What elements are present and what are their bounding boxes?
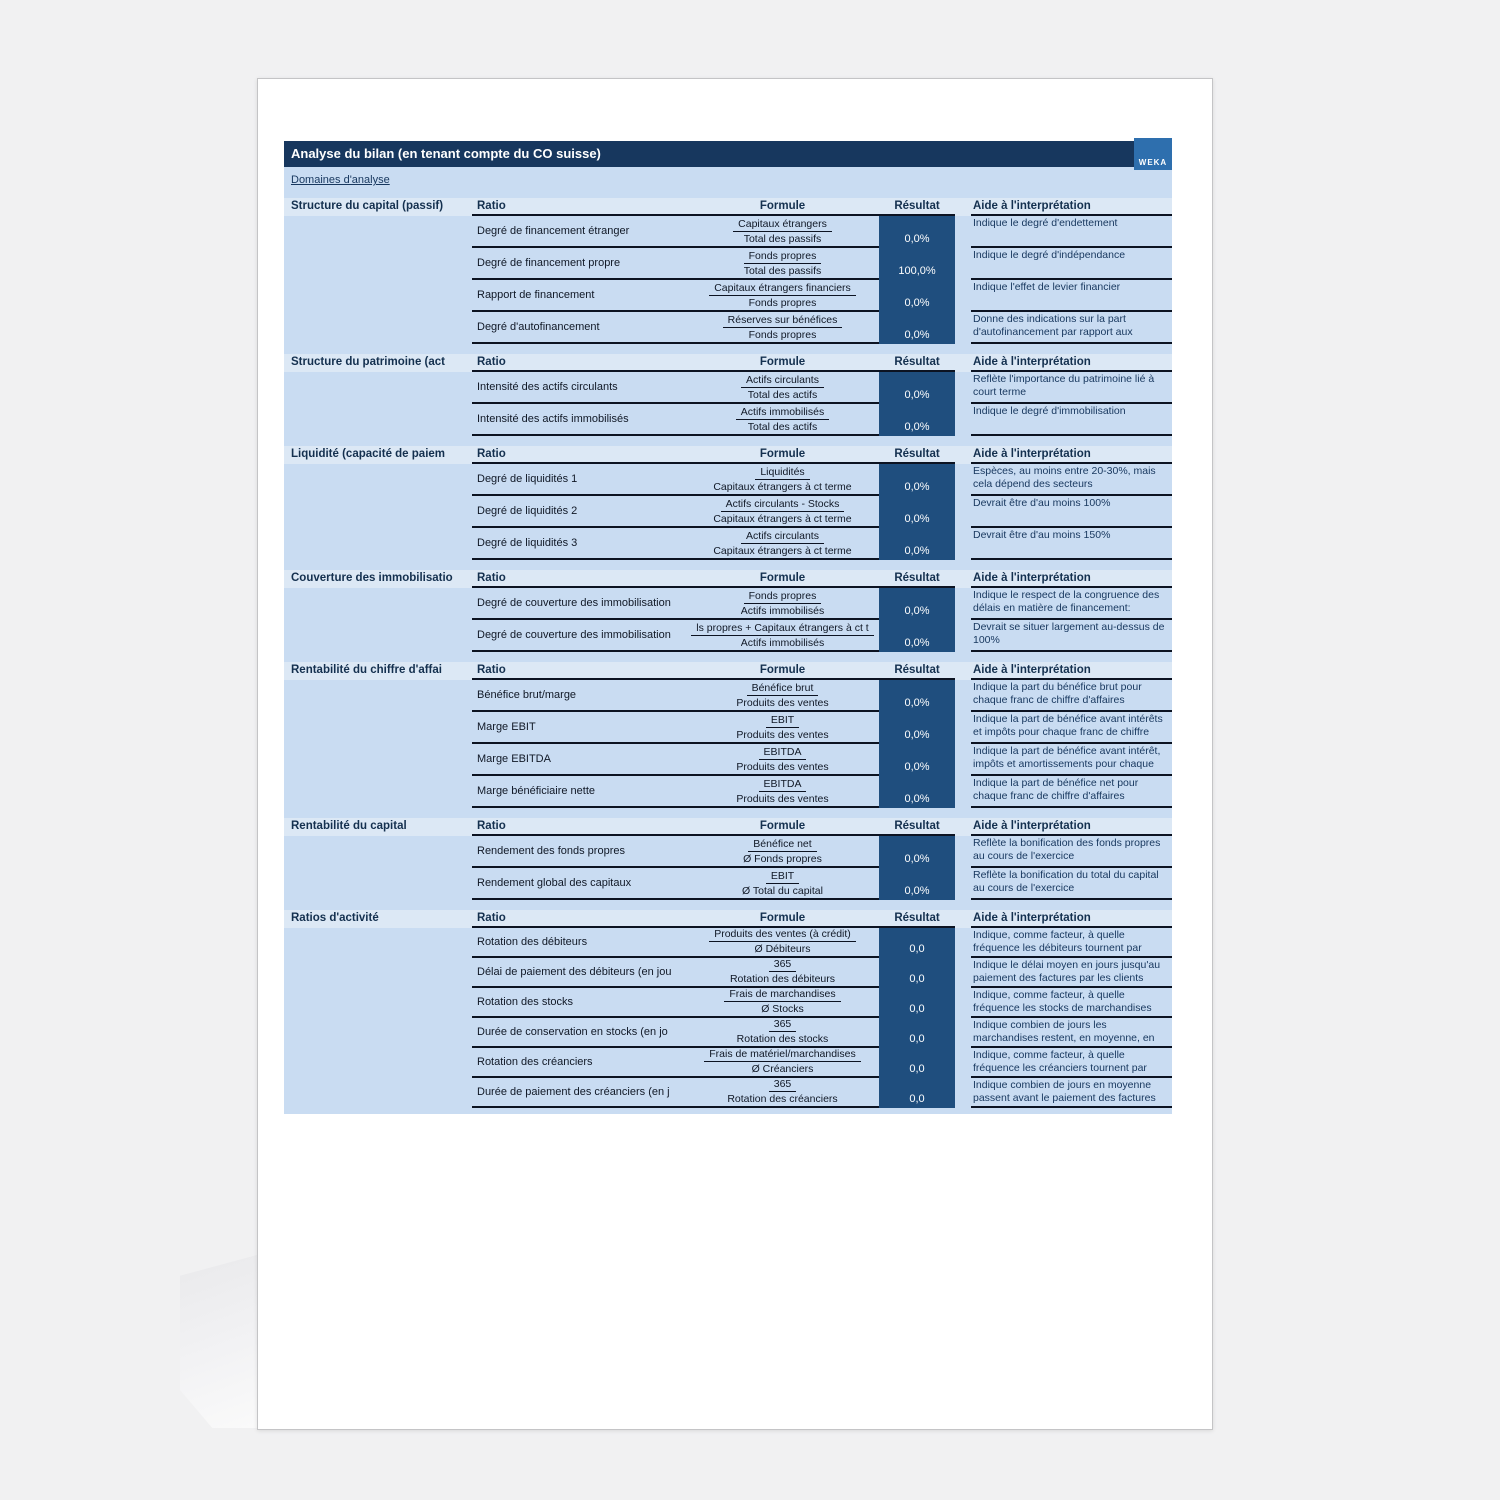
- ratio-cell: Rendement des fonds propres: [472, 836, 686, 868]
- formula-cell: [686, 528, 879, 560]
- formula-denominator: Total des passifs: [743, 233, 822, 245]
- table-row: [284, 528, 1172, 560]
- section-spacer: [284, 436, 1172, 446]
- section-label-spacer: [284, 216, 472, 248]
- result-cell: 0,0: [879, 928, 955, 958]
- ratio-cell: Bénéfice brut/marge: [472, 680, 686, 712]
- column-header-ratio: Ratio: [472, 446, 686, 464]
- section-label-spacer: [284, 836, 472, 868]
- formula-cell: [686, 1018, 879, 1048]
- weka-logo: [1134, 138, 1172, 170]
- aide-cell: Indique la part de bénéfice avant intérêts et impôts pour chaque franc de chiffre: [971, 712, 1172, 744]
- column-header-formule: Formule: [686, 198, 879, 216]
- aide-cell: Indique, comme facteur, à quelle fréquence les débiteurs tournent par: [971, 928, 1172, 958]
- formula-numerator: Bénéfice brut: [747, 682, 819, 696]
- column-header-formule: Formule: [686, 570, 879, 588]
- aide-cell: Indique le degré d'endettement: [971, 216, 1172, 248]
- formula-denominator: Rotation des créanciers: [727, 1093, 838, 1105]
- formula-cell: [686, 1048, 879, 1078]
- aide-cell: Reflète l'importance du patrimoine lié à court terme: [971, 372, 1172, 404]
- section-label-spacer: [284, 588, 472, 620]
- ratio-cell: Intensité des actifs immobilisés: [472, 404, 686, 436]
- column-header-resultat: Résultat: [879, 446, 955, 464]
- result-cell: 0,0%: [879, 836, 955, 868]
- ratio-cell: Degré de couverture des immobilisation: [472, 588, 686, 620]
- formula-numerator: Liquidités: [755, 466, 809, 480]
- section-label-spacer: [284, 958, 472, 988]
- column-header-resultat: Résultat: [879, 198, 955, 216]
- column-header-resultat: Résultat: [879, 570, 955, 588]
- title-band: [284, 141, 1172, 167]
- ratio-cell: Marge bénéficiaire nette: [472, 776, 686, 808]
- result-cell: 0,0: [879, 988, 955, 1018]
- ratio-cell: Degré de liquidités 1: [472, 464, 686, 496]
- table-row: [284, 988, 1172, 1018]
- ratio-cell: Rotation des débiteurs: [472, 928, 686, 958]
- result-cell: 0,0%: [879, 496, 955, 528]
- formula-denominator: Ø Fonds propres: [743, 853, 822, 865]
- ratio-cell: Durée de conservation en stocks (en jo: [472, 1018, 686, 1048]
- formula-denominator: Ø Total du capital: [742, 885, 823, 897]
- table-row: [284, 1048, 1172, 1078]
- gap-cell: [955, 680, 971, 712]
- formula-denominator: Total des passifs: [743, 265, 822, 277]
- section-label-spacer: [284, 1018, 472, 1048]
- aide-cell: Indique le respect de la congruence des délais en matière de financement:: [971, 588, 1172, 620]
- formula-cell: [686, 404, 879, 436]
- result-cell: 0,0%: [879, 620, 955, 652]
- formula-denominator: Fonds propres: [748, 297, 817, 309]
- ratio-section: [284, 198, 1172, 344]
- formula-denominator: Ø Stocks: [761, 1003, 804, 1015]
- ratio-cell: Degré d'autofinancement: [472, 312, 686, 344]
- formula-cell: [686, 712, 879, 744]
- formula-numerator: Produits des ventes (à crédit): [709, 928, 856, 942]
- formula-cell: [686, 496, 879, 528]
- ratio-cell: Rotation des créanciers: [472, 1048, 686, 1078]
- formula-numerator: ls propres + Capitaux étrangers à ct t: [691, 622, 873, 636]
- table-row: [284, 744, 1172, 776]
- result-cell: 0,0%: [879, 372, 955, 404]
- result-cell: 0,0%: [879, 680, 955, 712]
- column-header-ratio: Ratio: [472, 662, 686, 680]
- gap-cell: [955, 464, 971, 496]
- formula-numerator: EBIT: [766, 714, 799, 728]
- aide-cell: Indique le degré d'indépendance: [971, 248, 1172, 280]
- aide-cell: Reflète la bonification des fonds propres au cours de l'exercice: [971, 836, 1172, 868]
- formula-denominator: Actifs immobilisés: [740, 605, 825, 617]
- sheet-content: [284, 141, 1172, 1114]
- column-header-formule: Formule: [686, 446, 879, 464]
- column-header-resultat: Résultat: [879, 354, 955, 372]
- section-label-spacer: [284, 248, 472, 280]
- ratio-section: [284, 570, 1172, 652]
- aide-cell: Indique le degré d'immobilisation: [971, 404, 1172, 436]
- formula-numerator: EBITDA: [759, 746, 807, 760]
- document-page: [257, 78, 1213, 1430]
- section-header-row: [284, 446, 1172, 464]
- column-gap: [955, 570, 971, 588]
- formula-numerator: Actifs circulants: [741, 374, 824, 388]
- ratio-section: [284, 446, 1172, 560]
- formula-numerator: EBITDA: [759, 778, 807, 792]
- gap-cell: [955, 372, 971, 404]
- gap-cell: [955, 280, 971, 312]
- sections: [284, 198, 1172, 1108]
- aide-cell: Indique la part du bénéfice brut pour chaque franc de chiffre d'affaires: [971, 680, 1172, 712]
- section-spacer: [284, 560, 1172, 570]
- formula-cell: [686, 464, 879, 496]
- formula-denominator: Fonds propres: [748, 329, 817, 341]
- formula-cell: [686, 988, 879, 1018]
- ratio-section: [284, 910, 1172, 1108]
- table-row: [284, 496, 1172, 528]
- gap-cell: [955, 1078, 971, 1108]
- formula-denominator: Ø Créanciers: [751, 1063, 814, 1075]
- ratio-section: [284, 662, 1172, 808]
- column-header-aide: Aide à l'interprétation: [971, 662, 1172, 680]
- table-row: [284, 1018, 1172, 1048]
- formula-denominator: Capitaux étrangers à ct terme: [713, 481, 852, 493]
- table-row: [284, 620, 1172, 652]
- table-row: [284, 680, 1172, 712]
- result-cell: 0,0%: [879, 280, 955, 312]
- column-header-formule: Formule: [686, 910, 879, 928]
- weka-logo-label: WEKA: [1138, 158, 1168, 167]
- formula-cell: [686, 620, 879, 652]
- section-label-spacer: [284, 620, 472, 652]
- table-row: [284, 216, 1172, 248]
- result-cell: 0,0%: [879, 744, 955, 776]
- formula-numerator: Fonds propres: [744, 590, 822, 604]
- section-label-spacer: [284, 312, 472, 344]
- formula-cell: [686, 312, 879, 344]
- formula-cell: [686, 958, 879, 988]
- section-title: Ratios d'activité: [291, 912, 379, 924]
- table-row: [284, 1078, 1172, 1108]
- ratio-cell: Degré de liquidités 3: [472, 528, 686, 560]
- section-label-spacer: [284, 988, 472, 1018]
- formula-denominator: Produits des ventes: [736, 761, 829, 773]
- section-title: Couverture des immobilisatio: [291, 572, 453, 584]
- section-spacer: [284, 900, 1172, 910]
- column-gap: [955, 818, 971, 836]
- result-cell: 0,0: [879, 1018, 955, 1048]
- ratio-cell: Marge EBIT: [472, 712, 686, 744]
- section-header-row: [284, 662, 1172, 680]
- analysis-table: [284, 167, 1172, 1114]
- ratio-cell: Délai de paiement des débiteurs (en jou: [472, 958, 686, 988]
- table-row: [284, 404, 1172, 436]
- section-title: Liquidité (capacité de paiem: [291, 448, 446, 460]
- gap-cell: [955, 928, 971, 958]
- aide-cell: Indique la part de bénéfice net pour chaque franc de chiffre d'affaires: [971, 776, 1172, 808]
- table-row: [284, 712, 1172, 744]
- section-title: Rentabilité du chiffre d'affai: [291, 664, 442, 676]
- ratio-cell: Degré de couverture des immobilisation: [472, 620, 686, 652]
- column-header-aide: Aide à l'interprétation: [971, 198, 1172, 216]
- aide-cell: Reflète la bonification du total du capital au cours de l'exercice: [971, 868, 1172, 900]
- formula-cell: [686, 744, 879, 776]
- gap-cell: [955, 988, 971, 1018]
- result-cell: 0,0%: [879, 776, 955, 808]
- section-label-spacer: [284, 464, 472, 496]
- formula-numerator: 365: [769, 958, 797, 972]
- formula-numerator: EBIT: [766, 870, 799, 884]
- formula-numerator: 365: [769, 1078, 797, 1092]
- section-label-spacer: [284, 496, 472, 528]
- formula-numerator: Actifs circulants - Stocks: [721, 498, 845, 512]
- column-header-formule: Formule: [686, 818, 879, 836]
- column-gap: [955, 198, 971, 216]
- formula-cell: [686, 216, 879, 248]
- gap-cell: [955, 744, 971, 776]
- gap-cell: [955, 496, 971, 528]
- ratio-cell: Degré de liquidités 2: [472, 496, 686, 528]
- table-row: [284, 248, 1172, 280]
- formula-numerator: Frais de matériel/marchandises: [704, 1048, 860, 1062]
- formula-denominator: Total des actifs: [747, 389, 818, 401]
- aide-cell: Indique combien de jours les marchandises restent, en moyenne, en: [971, 1018, 1172, 1048]
- column-header-ratio: Ratio: [472, 818, 686, 836]
- aide-cell: Devrait être d'au moins 100%: [971, 496, 1172, 528]
- section-label-spacer: [284, 372, 472, 404]
- result-cell: 0,0%: [879, 404, 955, 436]
- gap-cell: [955, 620, 971, 652]
- aide-cell: Indique combien de jours en moyenne passent avant le paiement des factures: [971, 1078, 1172, 1108]
- formula-numerator: Bénéfice net: [748, 838, 816, 852]
- ratio-cell: Degré de financement propre: [472, 248, 686, 280]
- column-header-formule: Formule: [686, 354, 879, 372]
- formula-denominator: Rotation des stocks: [736, 1033, 829, 1045]
- gap-cell: [955, 1018, 971, 1048]
- result-cell: 0,0%: [879, 712, 955, 744]
- aide-cell: Devrait se situer largement au-dessus de 100%: [971, 620, 1172, 652]
- column-header-ratio: Ratio: [472, 354, 686, 372]
- section-label-spacer: [284, 528, 472, 560]
- section-label-spacer: [284, 744, 472, 776]
- section-title: Structure du patrimoine (act: [291, 356, 445, 368]
- formula-cell: [686, 588, 879, 620]
- column-header-aide: Aide à l'interprétation: [971, 570, 1172, 588]
- column-header-aide: Aide à l'interprétation: [971, 910, 1172, 928]
- ratio-cell: Intensité des actifs circulants: [472, 372, 686, 404]
- formula-cell: [686, 928, 879, 958]
- gap-cell: [955, 958, 971, 988]
- section-label-spacer: [284, 404, 472, 436]
- formula-denominator: Total des actifs: [747, 421, 818, 433]
- formula-cell: [686, 280, 879, 312]
- formula-denominator: Capitaux étrangers à ct terme: [713, 545, 852, 557]
- domains-link[interactable]: Domaines d'analyse: [291, 174, 390, 186]
- ratio-cell: Marge EBITDA: [472, 744, 686, 776]
- table-row: [284, 836, 1172, 868]
- ratio-cell: Rotation des stocks: [472, 988, 686, 1018]
- formula-denominator: Ø Débiteurs: [754, 943, 811, 955]
- section-header-row: [284, 910, 1172, 928]
- formula-numerator: Frais de marchandises: [724, 988, 840, 1002]
- aide-cell: Indique le délai moyen en jours jusqu'au paiement des factures par les clients: [971, 958, 1172, 988]
- section-spacer: [284, 344, 1172, 354]
- formula-numerator: 365: [769, 1018, 797, 1032]
- gap-cell: [955, 312, 971, 344]
- table-row: [284, 372, 1172, 404]
- column-header-resultat: Résultat: [879, 910, 955, 928]
- gap-cell: [955, 404, 971, 436]
- formula-cell: [686, 372, 879, 404]
- table-row: [284, 928, 1172, 958]
- gap-cell: [955, 712, 971, 744]
- aide-cell: Indique, comme facteur, à quelle fréquence les créanciers tournent par: [971, 1048, 1172, 1078]
- table-row: [284, 588, 1172, 620]
- result-cell: 0,0: [879, 1048, 955, 1078]
- formula-cell: [686, 868, 879, 900]
- column-header-ratio: Ratio: [472, 198, 686, 216]
- formula-denominator: Produits des ventes: [736, 793, 829, 805]
- ratio-section: [284, 354, 1172, 436]
- formula-denominator: Rotation des débiteurs: [729, 973, 836, 985]
- ratio-cell: Rendement global des capitaux: [472, 868, 686, 900]
- column-header-resultat: Résultat: [879, 662, 955, 680]
- result-cell: 0,0: [879, 958, 955, 988]
- gap-cell: [955, 776, 971, 808]
- section-label-spacer: [284, 680, 472, 712]
- gap: [284, 188, 1172, 198]
- section-header-row: [284, 354, 1172, 372]
- aide-cell: Donne des indications sur la part d'autofinancement par rapport aux: [971, 312, 1172, 344]
- column-gap: [955, 662, 971, 680]
- result-cell: 0,0%: [879, 868, 955, 900]
- formula-numerator: Fonds propres: [744, 250, 822, 264]
- table-row: [284, 958, 1172, 988]
- gap-cell: [955, 248, 971, 280]
- result-cell: 0,0%: [879, 588, 955, 620]
- section-label-spacer: [284, 280, 472, 312]
- table-row: [284, 868, 1172, 900]
- section-title: Structure du capital (passif): [291, 200, 444, 212]
- column-header-aide: Aide à l'interprétation: [971, 446, 1172, 464]
- result-cell: 0,0%: [879, 312, 955, 344]
- column-gap: [955, 354, 971, 372]
- table-row: [284, 280, 1172, 312]
- formula-cell: [686, 836, 879, 868]
- column-header-aide: Aide à l'interprétation: [971, 354, 1172, 372]
- column-header-ratio: Ratio: [472, 910, 686, 928]
- section-header-row: [284, 570, 1172, 588]
- page-title: Analyse du bilan (en tenant compte du CO suisse): [291, 146, 601, 161]
- column-header-resultat: Résultat: [879, 818, 955, 836]
- section-spacer: [284, 652, 1172, 662]
- gap-cell: [955, 588, 971, 620]
- section-label-spacer: [284, 868, 472, 900]
- column-gap: [955, 910, 971, 928]
- formula-numerator: Capitaux étrangers: [733, 218, 832, 232]
- formula-denominator: Produits des ventes: [736, 729, 829, 741]
- section-spacer: [284, 808, 1172, 818]
- formula-numerator: Capitaux étrangers financiers: [709, 282, 856, 296]
- gap-cell: [955, 836, 971, 868]
- section-label-spacer: [284, 776, 472, 808]
- formula-denominator: Produits des ventes: [736, 697, 829, 709]
- section-label-spacer: [284, 1078, 472, 1108]
- formula-cell: [686, 776, 879, 808]
- result-cell: 0,0%: [879, 528, 955, 560]
- aide-cell: Indique la part de bénéfice avant intérêt, impôts et amortissements pour chaque: [971, 744, 1172, 776]
- formula-cell: [686, 680, 879, 712]
- section-label-spacer: [284, 712, 472, 744]
- formula-numerator: Actifs circulants: [741, 530, 824, 544]
- column-header-formule: Formule: [686, 662, 879, 680]
- formula-denominator: Capitaux étrangers à ct terme: [713, 513, 852, 525]
- ratio-cell: Durée de paiement des créanciers (en j: [472, 1078, 686, 1108]
- page-corner-shadow: [180, 1255, 257, 1428]
- table-row: [284, 464, 1172, 496]
- formula-cell: [686, 1078, 879, 1108]
- gap-cell: [955, 528, 971, 560]
- section-label-spacer: [284, 928, 472, 958]
- aide-cell: Indique, comme facteur, à quelle fréquence les stocks de marchandises: [971, 988, 1172, 1018]
- table-row: [284, 312, 1172, 344]
- aide-cell: Espèces, au moins entre 20-30%, mais cela dépend des secteurs: [971, 464, 1172, 496]
- table-row: [284, 776, 1172, 808]
- column-header-aide: Aide à l'interprétation: [971, 818, 1172, 836]
- ratio-cell: Rapport de financement: [472, 280, 686, 312]
- section-header-row: [284, 198, 1172, 216]
- ratio-cell: Degré de financement étranger: [472, 216, 686, 248]
- gap-cell: [955, 216, 971, 248]
- result-cell: 0,0%: [879, 464, 955, 496]
- aide-cell: Devrait être d'au moins 150%: [971, 528, 1172, 560]
- formula-cell: [686, 248, 879, 280]
- section-title: Rentabilité du capital: [291, 820, 407, 832]
- formula-numerator: Actifs immobilisés: [736, 406, 829, 420]
- ratio-section: [284, 818, 1172, 900]
- result-cell: 0,0%: [879, 216, 955, 248]
- aide-cell: Indique l'effet de levier financier: [971, 280, 1172, 312]
- result-cell: 100,0%: [879, 248, 955, 280]
- gap-cell: [955, 1048, 971, 1078]
- column-header-ratio: Ratio: [472, 570, 686, 588]
- section-header-row: [284, 818, 1172, 836]
- formula-numerator: Réserves sur bénéfices: [723, 314, 843, 328]
- result-cell: 0,0: [879, 1078, 955, 1108]
- domains-link-row: [284, 167, 1172, 188]
- column-gap: [955, 446, 971, 464]
- gap-cell: [955, 868, 971, 900]
- formula-denominator: Actifs immobilisés: [740, 637, 825, 649]
- section-label-spacer: [284, 1048, 472, 1078]
